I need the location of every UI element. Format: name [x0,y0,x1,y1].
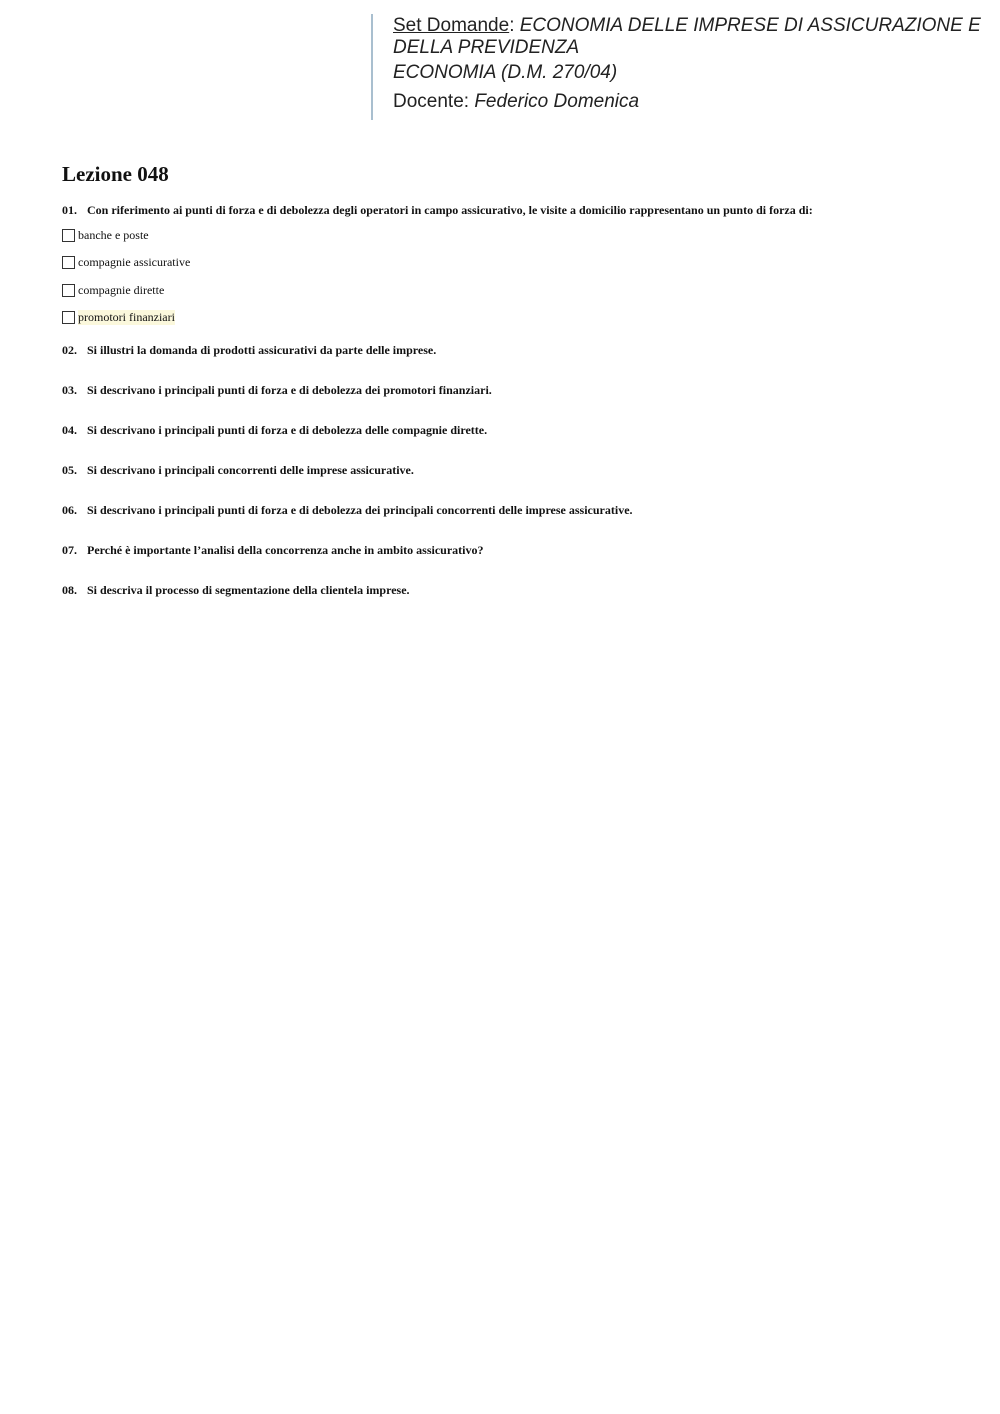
set-line [393,15,991,37]
question-04 [62,422,962,438]
set-label: Set Domande [393,15,510,36]
answer-option-banche-e-poste[interactable] [62,227,962,243]
question-08 [62,582,962,598]
set-colon: : [509,15,515,36]
question-06 [62,502,962,518]
question-number: 03. [62,382,77,397]
question-number: 06. [62,502,77,517]
subject-line-1: ECONOMIA DELLE IMPRESE DI ASSICURAZIONE E [519,15,981,36]
checkbox[interactable] [62,229,75,242]
answer-options [62,227,962,326]
question-text: Perché è importante l’analisi della concorrenza anche in ambito assicurativo? [87,542,484,557]
lesson-content [62,160,962,598]
question-02 [62,342,962,358]
subject-line-2: DELLA PREVIDENZA [393,37,580,58]
question-text: Si descriva il processo di segmentazione della clientela imprese. [87,582,410,597]
option-label-highlighted: promotori finanziari [78,310,175,324]
question-text: Si descrivano i principali punti di forza e di debolezza delle compagnie dirette. [87,422,488,437]
answer-option-compagnie-assicurative[interactable] [62,255,962,271]
teacher-line [393,91,991,113]
question-05 [62,462,962,478]
question-text: Con riferimento ai punti di forza e di debolezza degli operatori in campo assicurativo, le visite a domicilio rappresentano un punto di forza di: [87,203,813,217]
checkbox[interactable] [62,311,75,324]
question-number: 05. [62,462,77,477]
document-header [371,14,991,120]
answer-option-promotori-finanziari[interactable] [62,310,962,326]
option-label: compagnie assicurative [78,255,191,269]
checkbox[interactable] [62,284,75,297]
question-number: 04. [62,422,77,437]
question-text: Si illustri la domanda di prodotti assicurativi da parte delle imprese. [87,342,437,357]
question-text: Si descrivano i principali punti di forza e di debolezza dei principali concorrenti delle imprese assicurative. [87,502,633,517]
question-01 [62,202,962,218]
question-07 [62,542,962,558]
option-label: compagnie dirette [78,282,165,297]
teacher-name: Federico Domenica [474,91,640,112]
course-name: ECONOMIA (D.M. 270/04) [393,62,618,83]
question-text: Si descrivano i principali concorrenti delle imprese assicurative. [87,462,414,477]
answer-option-compagnie-dirette[interactable] [62,282,962,298]
question-number: 07. [62,542,77,557]
option-label: banche e poste [78,227,149,242]
lesson-title: Lezione 048 [62,162,169,186]
checkbox[interactable] [62,256,75,269]
question-03 [62,382,962,398]
question-number: 02. [62,342,77,357]
question-number: 08. [62,582,77,597]
question-text: Si descrivano i principali punti di forza e di debolezza dei promotori finanziari. [87,382,492,397]
teacher-label: Docente: [393,91,470,112]
question-number: 01. [62,203,77,217]
